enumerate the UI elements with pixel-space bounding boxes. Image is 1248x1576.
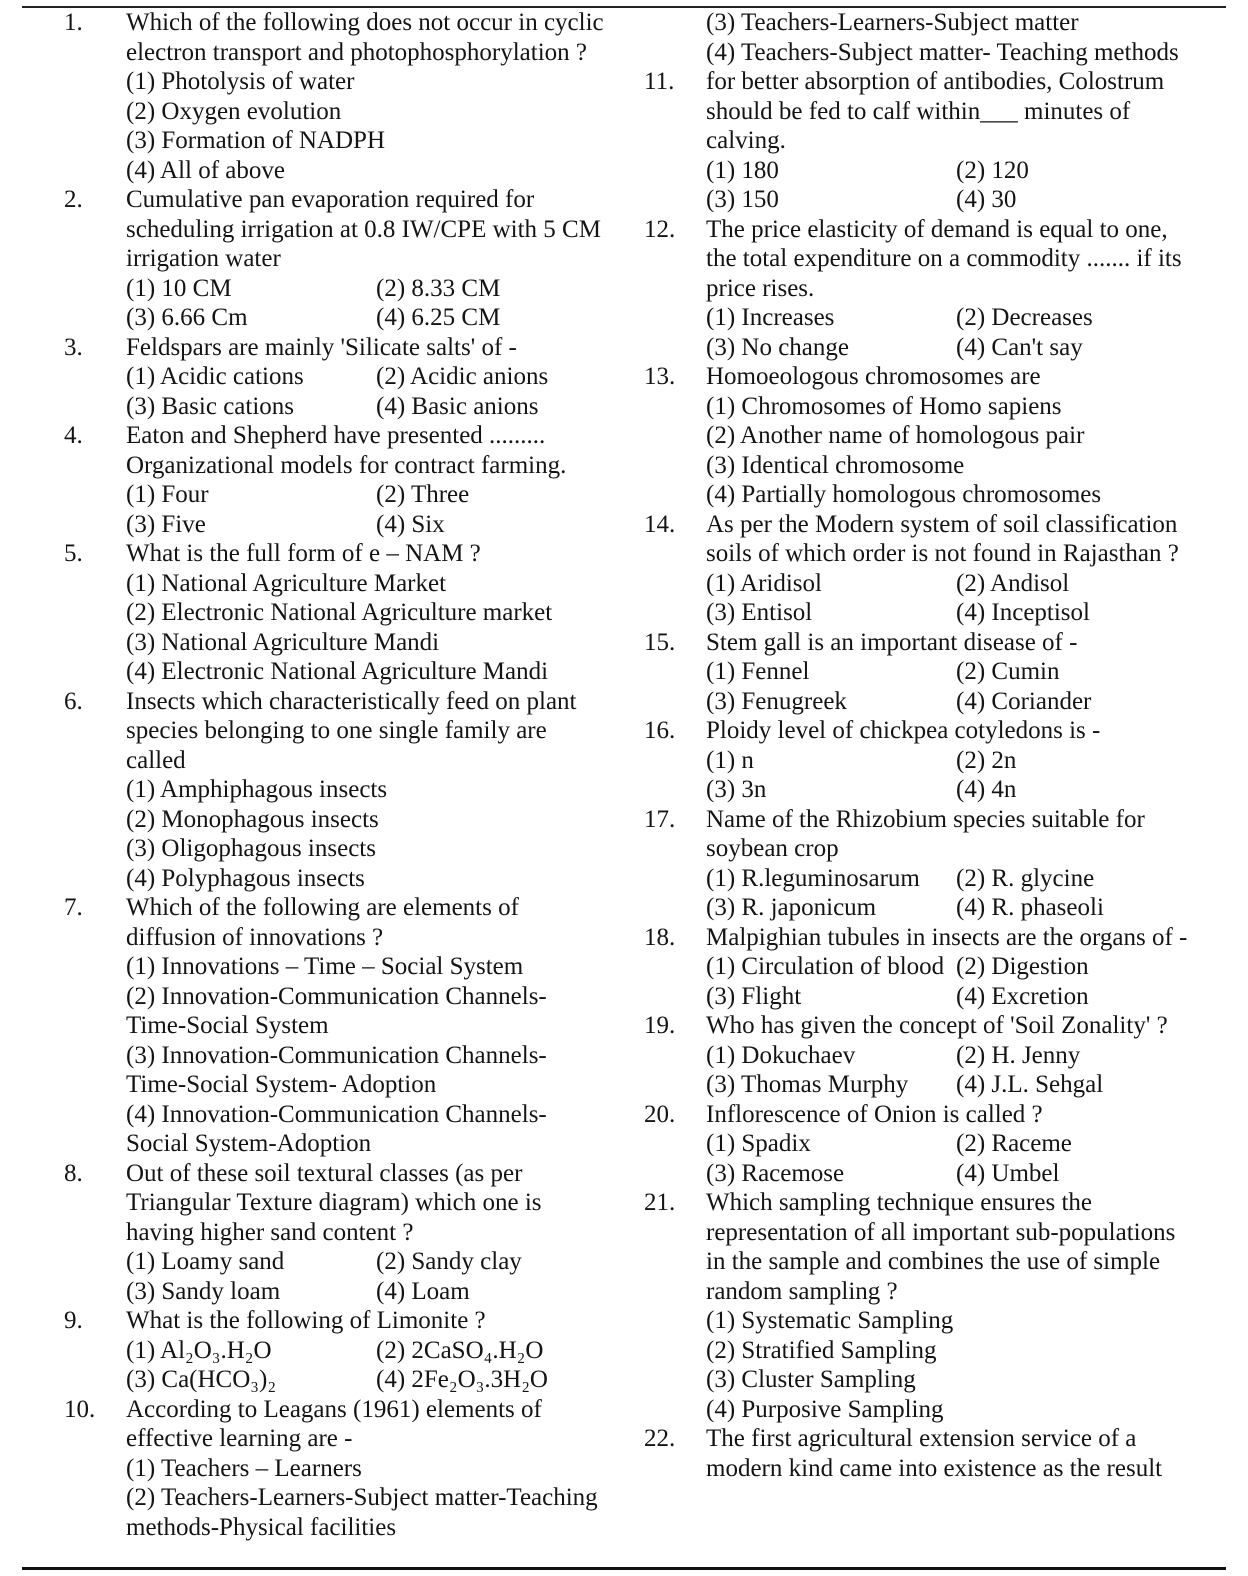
- option-row: [126, 510, 604, 540]
- option-2: (2) Teachers-Learners-Subject matter-Teaching methods-Physical facilities: [126, 1484, 598, 1541]
- option-row: [706, 746, 1192, 776]
- option-4: (4) Can't say: [956, 333, 1083, 361]
- option-3: (3) No change: [706, 333, 849, 361]
- right-column: [644, 8, 1192, 1483]
- option-4: (4) Coriander: [956, 687, 1092, 715]
- question-8: [64, 1159, 604, 1307]
- option-1: (1) Teachers – Learners: [126, 1454, 362, 1482]
- q10-continued-options: [644, 8, 1192, 67]
- option-1: (1) Innovations – Time – Social System: [126, 953, 524, 980]
- option-4: (4) Loam: [376, 1277, 470, 1305]
- option-2: (2) 8.33 CM: [376, 274, 501, 302]
- question-text: The price elasticity of demand is equal to one, the total expenditure on a commodity ....... if its price rises.: [706, 215, 1182, 302]
- question-14: [644, 510, 1192, 628]
- option-row: [706, 598, 1192, 628]
- question-6: [64, 687, 604, 894]
- q10-option-3: (3) Teachers-Learners-Subject matter: [706, 9, 1079, 36]
- question-number: 8.: [64, 1159, 83, 1187]
- option-4: (4) Inceptisol: [956, 599, 1090, 626]
- question-text: Insects which characteristically feed on plant species belonging to one single family are called: [126, 687, 577, 774]
- option-row: [706, 775, 1192, 805]
- question-text: Stem gall is an important disease of -: [706, 628, 1078, 656]
- option-row: [126, 274, 604, 304]
- option-row: [706, 1159, 1192, 1189]
- option-3: (3) R. japonicum: [706, 894, 877, 921]
- option-2: (2) Cumin: [956, 658, 1060, 685]
- question-number: 18.: [644, 923, 676, 951]
- option-1: (1) Photolysis of water: [126, 68, 355, 95]
- question-text: Inflorescence of Onion is called ?: [706, 1100, 1043, 1128]
- question-17: [644, 805, 1192, 923]
- option-3: (3) 3n: [706, 776, 767, 803]
- question-2: [64, 185, 604, 333]
- question-text: As per the Modern system of soil classification soils of which order is not found in Rajasthan ?: [706, 510, 1179, 567]
- option-row: [706, 982, 1192, 1012]
- option-3: (3) Formation of NADPH: [126, 127, 386, 154]
- option-4: (4) 2Fe₂O₃.3H₂O: [376, 1366, 548, 1393]
- question-text: Malpighian tubules in insects are the organs of -: [706, 923, 1188, 951]
- option-1: (1) Circulation of blood: [706, 953, 945, 980]
- option-2: (2) R. glycine: [956, 864, 1095, 892]
- option-row: [706, 952, 1192, 982]
- question-number: 5.: [64, 540, 83, 567]
- option-row: [706, 1070, 1192, 1100]
- option-row: [126, 392, 604, 422]
- question-number: 20.: [644, 1100, 676, 1128]
- option-row: [706, 569, 1192, 599]
- option-3: (3) Thomas Murphy: [706, 1071, 909, 1098]
- option-2: (2) 2n: [956, 746, 1017, 774]
- option-2: (2) 120: [956, 156, 1029, 184]
- option-1: (1) National Agriculture Market: [126, 569, 447, 597]
- option-3: (3) Innovation-Communication Channels-Time-Social System- Adoption: [126, 1041, 547, 1098]
- question-21: [644, 1188, 1192, 1424]
- question-12: [644, 215, 1192, 363]
- question-19: [644, 1011, 1192, 1100]
- option-2: (2) Decreases: [956, 304, 1093, 331]
- question-number: 9.: [64, 1307, 83, 1334]
- option-row: [706, 687, 1192, 717]
- option-row: [706, 657, 1192, 687]
- question-text: Which of the following does not occur in cyclic electron transport and photophosphorylation ?: [126, 9, 604, 66]
- option-row: [126, 1247, 604, 1277]
- question-number: 19.: [644, 1012, 676, 1039]
- option-3: (3) Cluster Sampling: [706, 1366, 916, 1393]
- option-row: [126, 1277, 604, 1307]
- option-row: [126, 1365, 604, 1395]
- option-1: (1) Spadix: [706, 1130, 811, 1157]
- option-2: (2) Stratified Sampling: [706, 1336, 937, 1364]
- option-4: (4) All of above: [126, 156, 285, 184]
- option-1: (1) Acidic cations: [126, 363, 304, 390]
- question-number: 11.: [644, 68, 675, 95]
- question-18: [644, 923, 1192, 1012]
- question-22: [644, 1424, 1192, 1483]
- option-2: (2) Electronic National Agriculture market: [126, 599, 553, 626]
- option-3: (3) Five: [126, 510, 206, 538]
- question-text: Name of the Rhizobium species suitable for soybean crop: [706, 805, 1145, 862]
- option-3: (3) 150: [706, 186, 779, 213]
- option-2: (2) Monophagous insects: [126, 805, 379, 833]
- option-4: (4) Six: [376, 510, 445, 538]
- option-3: (3) Sandy loam: [126, 1277, 281, 1305]
- option-1: (1) Dokuchaev: [706, 1041, 856, 1069]
- option-1: (1) Four: [126, 481, 209, 508]
- option-4: (4) 4n: [956, 776, 1017, 803]
- question-text: Eaton and Shepherd have presented ......... Organizational models for contract farming.: [126, 422, 567, 479]
- left-column: [64, 8, 604, 1542]
- question-number: 10.: [64, 1395, 96, 1423]
- option-1: (1) Aridisol: [706, 569, 822, 597]
- option-2: (2) Oxygen evolution: [126, 97, 342, 125]
- question-number: 3.: [64, 333, 83, 361]
- question-9: [64, 1306, 604, 1395]
- option-4: (4) Polyphagous insects: [126, 864, 365, 892]
- question-16: [644, 716, 1192, 805]
- option-1: (1) n: [706, 746, 754, 774]
- option-2: (2) Digestion: [956, 953, 1089, 980]
- question-text: What is the full form of e – NAM ?: [126, 540, 481, 567]
- option-3: (3) 6.66 Cm: [126, 304, 248, 331]
- q10-option-4: (4) Teachers-Subject matter- Teaching methods: [706, 38, 1179, 66]
- question-text: According to Leagans (1961) elements of effective learning are -: [126, 1395, 542, 1452]
- option-row: [706, 333, 1192, 363]
- question-number: 21.: [644, 1189, 676, 1216]
- question-text: What is the following of Limonite ?: [126, 1307, 486, 1334]
- question-number: 1.: [64, 9, 83, 36]
- question-number: 17.: [644, 805, 676, 833]
- question-text: Which sampling technique ensures the representation of all important sub-populations in the sample and combines the use of simple random sampling ?: [706, 1189, 1176, 1305]
- option-4: (4) R. phaseoli: [956, 894, 1104, 921]
- question-11: [644, 67, 1192, 215]
- question-number: 2.: [64, 186, 83, 213]
- question-number: 4.: [64, 422, 83, 449]
- option-1: (1) R.leguminosarum: [706, 864, 920, 892]
- question-7: [64, 893, 604, 1159]
- option-4: (4) 6.25 CM: [376, 304, 501, 331]
- option-row: [706, 1041, 1192, 1071]
- option-row: [126, 1336, 604, 1366]
- question-20: [644, 1100, 1192, 1189]
- option-3: (3) Entisol: [706, 599, 813, 626]
- option-1: (1) Fennel: [706, 658, 810, 685]
- question-number: 7.: [64, 894, 83, 921]
- option-row: [706, 185, 1192, 215]
- option-1: (1) Al₂O₃.H₂O: [126, 1336, 272, 1364]
- question-4: [64, 421, 604, 539]
- option-1: (1) 180: [706, 156, 779, 184]
- option-2: (2) Innovation-Communication Channels-Time-Social System: [126, 982, 547, 1039]
- option-3: (3) Identical chromosome: [706, 451, 965, 479]
- question-number: 22.: [644, 1425, 676, 1452]
- option-4: (4) Umbel: [956, 1159, 1060, 1187]
- question-number: 15.: [644, 628, 676, 656]
- option-4: (4) Excretion: [956, 982, 1089, 1010]
- option-row: [126, 480, 604, 510]
- right-questions: [644, 67, 1192, 1483]
- option-4: (4) Electronic National Agriculture Mandi: [126, 658, 549, 685]
- option-2: (2) Andisol: [956, 569, 1070, 597]
- option-3: (3) Flight: [706, 982, 802, 1010]
- option-2: (2) Raceme: [956, 1130, 1072, 1157]
- question-text: Which of the following are elements of diffusion of innovations ?: [126, 894, 519, 951]
- option-1: (1) Chromosomes of Homo sapiens: [706, 392, 1062, 420]
- question-text: Feldspars are mainly 'Silicate salts' of -: [126, 333, 517, 361]
- option-2: (2) Acidic anions: [376, 363, 549, 390]
- question-number: 14.: [644, 510, 676, 538]
- option-row: [706, 1129, 1192, 1159]
- option-row: [126, 303, 604, 333]
- bottom-rule: [22, 1567, 1226, 1570]
- option-4: (4) Purposive Sampling: [706, 1395, 944, 1423]
- question-text: for better absorption of antibodies, Colostrum should be fed to calf within___ minutes of calving.: [706, 68, 1165, 154]
- question-1: [64, 8, 604, 185]
- option-row: [706, 156, 1192, 186]
- option-3: (3) Oligophagous insects: [126, 835, 376, 862]
- question-number: 13.: [644, 363, 676, 390]
- question-number: 16.: [644, 717, 676, 744]
- option-3: (3) Basic cations: [126, 392, 295, 420]
- option-4: (4) 30: [956, 186, 1017, 213]
- question-13: [644, 362, 1192, 510]
- question-text: The first agricultural extension service of a modern kind came into existence as the result: [706, 1425, 1163, 1482]
- option-3: (3) Racemose: [706, 1159, 845, 1187]
- option-1: (1) 10 CM: [126, 274, 232, 302]
- question-number: 12.: [644, 215, 676, 243]
- question-text: Ploidy level of chickpea cotyledons is -: [706, 717, 1101, 744]
- question-text: Cumulative pan evaporation required for scheduling irrigation at 0.8 IW/CPE with 5 CM irrigation water: [126, 186, 601, 272]
- question-3: [64, 333, 604, 422]
- question-text: Homoeologous chromosomes are: [706, 363, 1041, 390]
- option-row: [706, 893, 1192, 923]
- option-3: (3) National Agriculture Mandi: [126, 628, 440, 656]
- option-4: (4) Basic anions: [376, 392, 539, 420]
- option-2: (2) 2CaSO₄.H₂O: [376, 1336, 544, 1364]
- option-row: [706, 303, 1192, 333]
- option-4: (4) J.L. Sehgal: [956, 1071, 1104, 1098]
- question-5: [64, 539, 604, 687]
- question-10: [64, 1395, 604, 1543]
- option-row: [126, 362, 604, 392]
- option-1: (1) Loamy sand: [126, 1248, 285, 1275]
- option-2: (2) H. Jenny: [956, 1041, 1081, 1069]
- question-number: 6.: [64, 687, 83, 715]
- option-2: (2) Another name of homologous pair: [706, 422, 1085, 449]
- option-1: (1) Increases: [706, 304, 835, 331]
- option-4: (4) Partially homologous chromosomes: [706, 481, 1102, 508]
- option-1: (1) Amphiphagous insects: [126, 776, 388, 803]
- question-text: Out of these soil textural classes (as per Triangular Texture diagram) which one is having higher sand content ?: [126, 1159, 542, 1246]
- option-2: (2) Three: [376, 481, 470, 508]
- option-1: (1) Systematic Sampling: [706, 1307, 954, 1334]
- option-3: (3) Fenugreek: [706, 687, 847, 715]
- question-text: Who has given the concept of 'Soil Zonality' ?: [706, 1012, 1168, 1039]
- option-3: (3) Ca(HCO₃)₂: [126, 1366, 277, 1393]
- option-4: (4) Innovation-Communication Channels-Social System-Adoption: [126, 1100, 547, 1157]
- question-15: [644, 628, 1192, 717]
- option-row: [706, 864, 1192, 894]
- option-2: (2) Sandy clay: [376, 1248, 522, 1275]
